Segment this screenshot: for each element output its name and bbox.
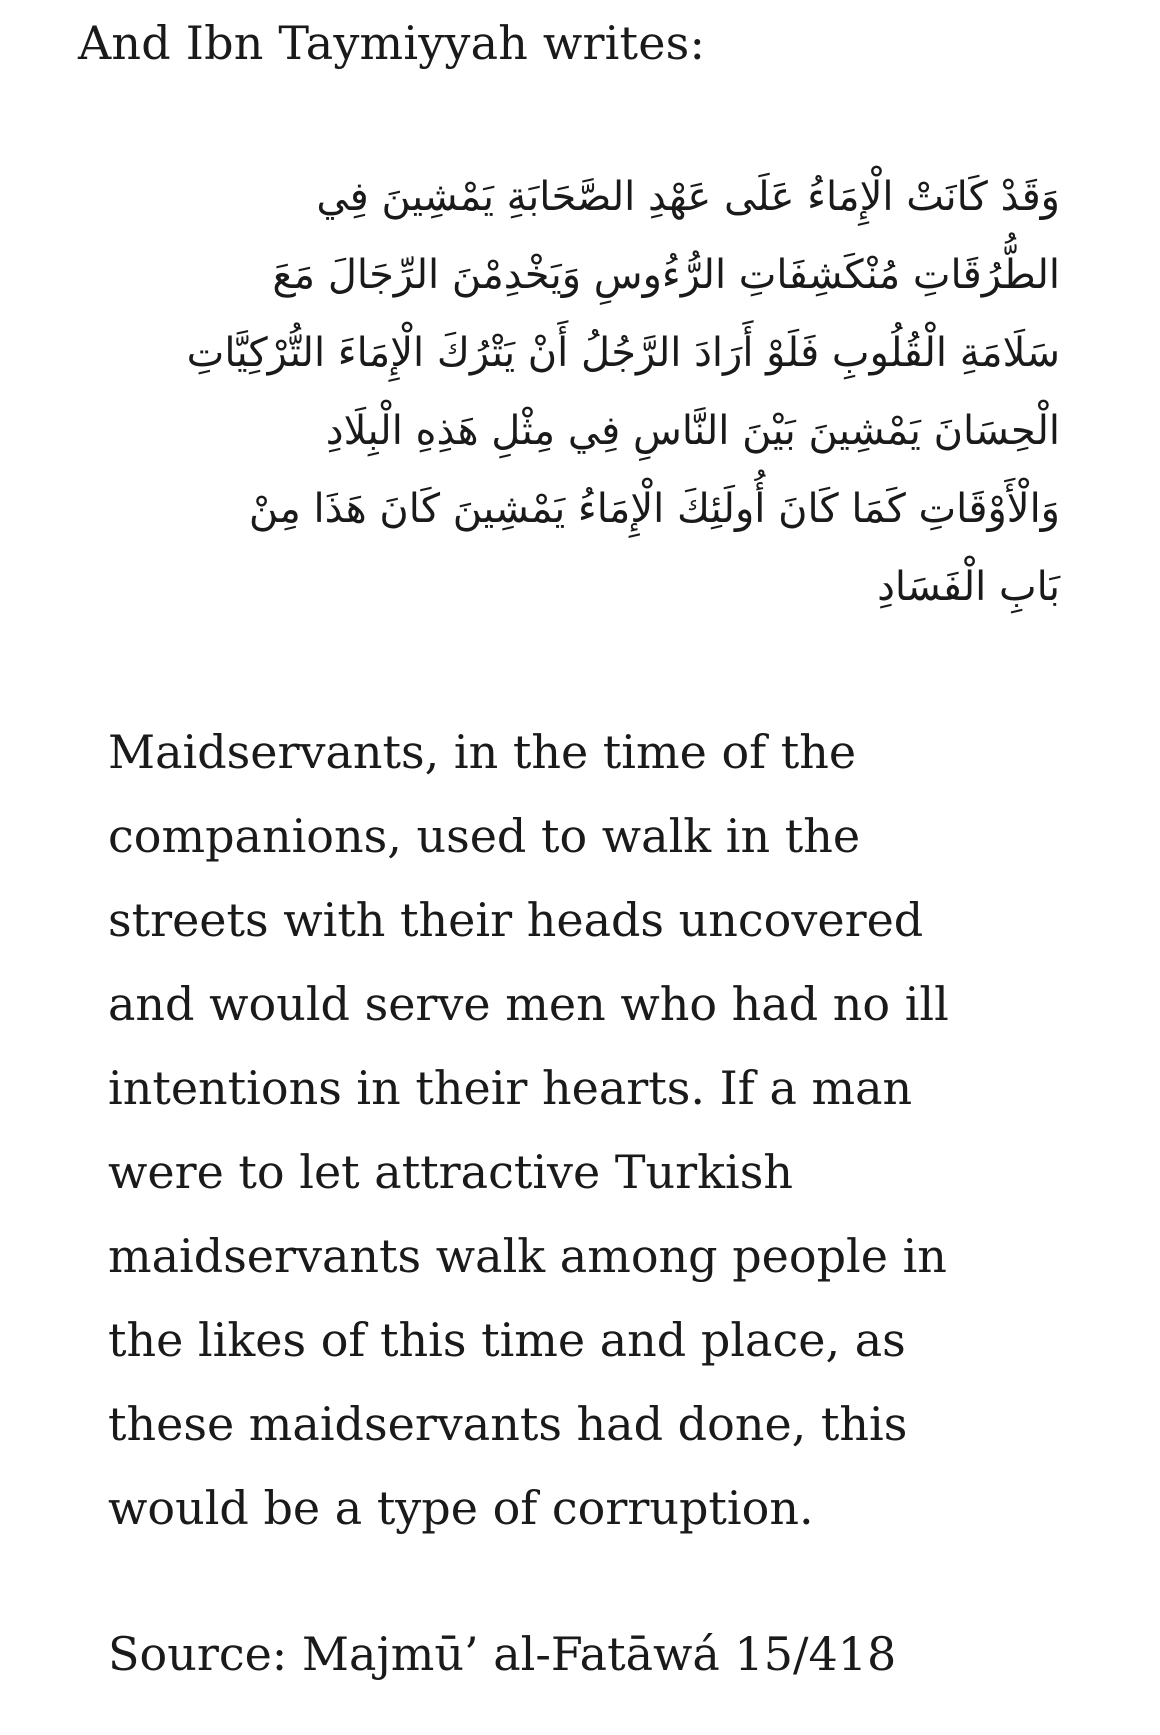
translation-line: Maidservants, in the time of the	[108, 725, 857, 779]
intro-text: And Ibn Taymiyyah writes:	[78, 16, 706, 70]
arabic-line: بَابِ الْفَسَادِ	[877, 564, 1060, 610]
arabic-line: الطُّرُقَاتِ مُنْكَشِفَاتِ الرُّءُوسِ وَيَخْدِمْنَ الرِّجَالَ مَعَ	[272, 252, 1060, 298]
translation-line: were to let attractive Turkish	[108, 1145, 793, 1199]
arabic-line: وَقَدْ كَانَتْ الْإِمَاءُ عَلَى عَهْدِ الصَّحَابَةِ يَمْشِينَ فِي	[316, 174, 1060, 220]
translation-line: intentions in their hearts. If a man	[108, 1061, 913, 1115]
source-citation: Source: Majmū’ al-Fatāwá 15/418	[108, 1627, 897, 1681]
translation-line: these maidservants had done, this	[108, 1397, 908, 1451]
arabic-line: الْحِسَانَ يَمْشِينَ بَيْنَ النَّاسِ فِي مِثْلِ هَذِهِ الْبِلَادِ	[325, 408, 1060, 454]
translation-line: maidservants walk among people in	[108, 1229, 947, 1283]
translation-line: and would serve men who had no ill	[108, 977, 949, 1031]
translation-line: the likes of this time and place, as	[108, 1313, 906, 1367]
arabic-line: سَلَامَةِ الْقُلُوبِ فَلَوْ أَرَادَ الرَّجُلُ أَنْ يَتْرُكَ الْإِمَاءَ التُّرْكِيَّاتِ	[186, 330, 1060, 376]
arabic-line: وَالْأَوْقَاتِ كَمَا كَانَ أُولَئِكَ الْإِمَاءُ يَمْشِينَ كَانَ هَذَا مِنْ	[248, 486, 1060, 532]
english-translation	[108, 710, 1108, 1550]
translation-line: would be a type of corruption.	[108, 1481, 814, 1535]
translation-line: companions, used to walk in the	[108, 809, 861, 863]
arabic-quote	[80, 158, 1060, 626]
translation-line: streets with their heads uncovered	[108, 893, 924, 947]
